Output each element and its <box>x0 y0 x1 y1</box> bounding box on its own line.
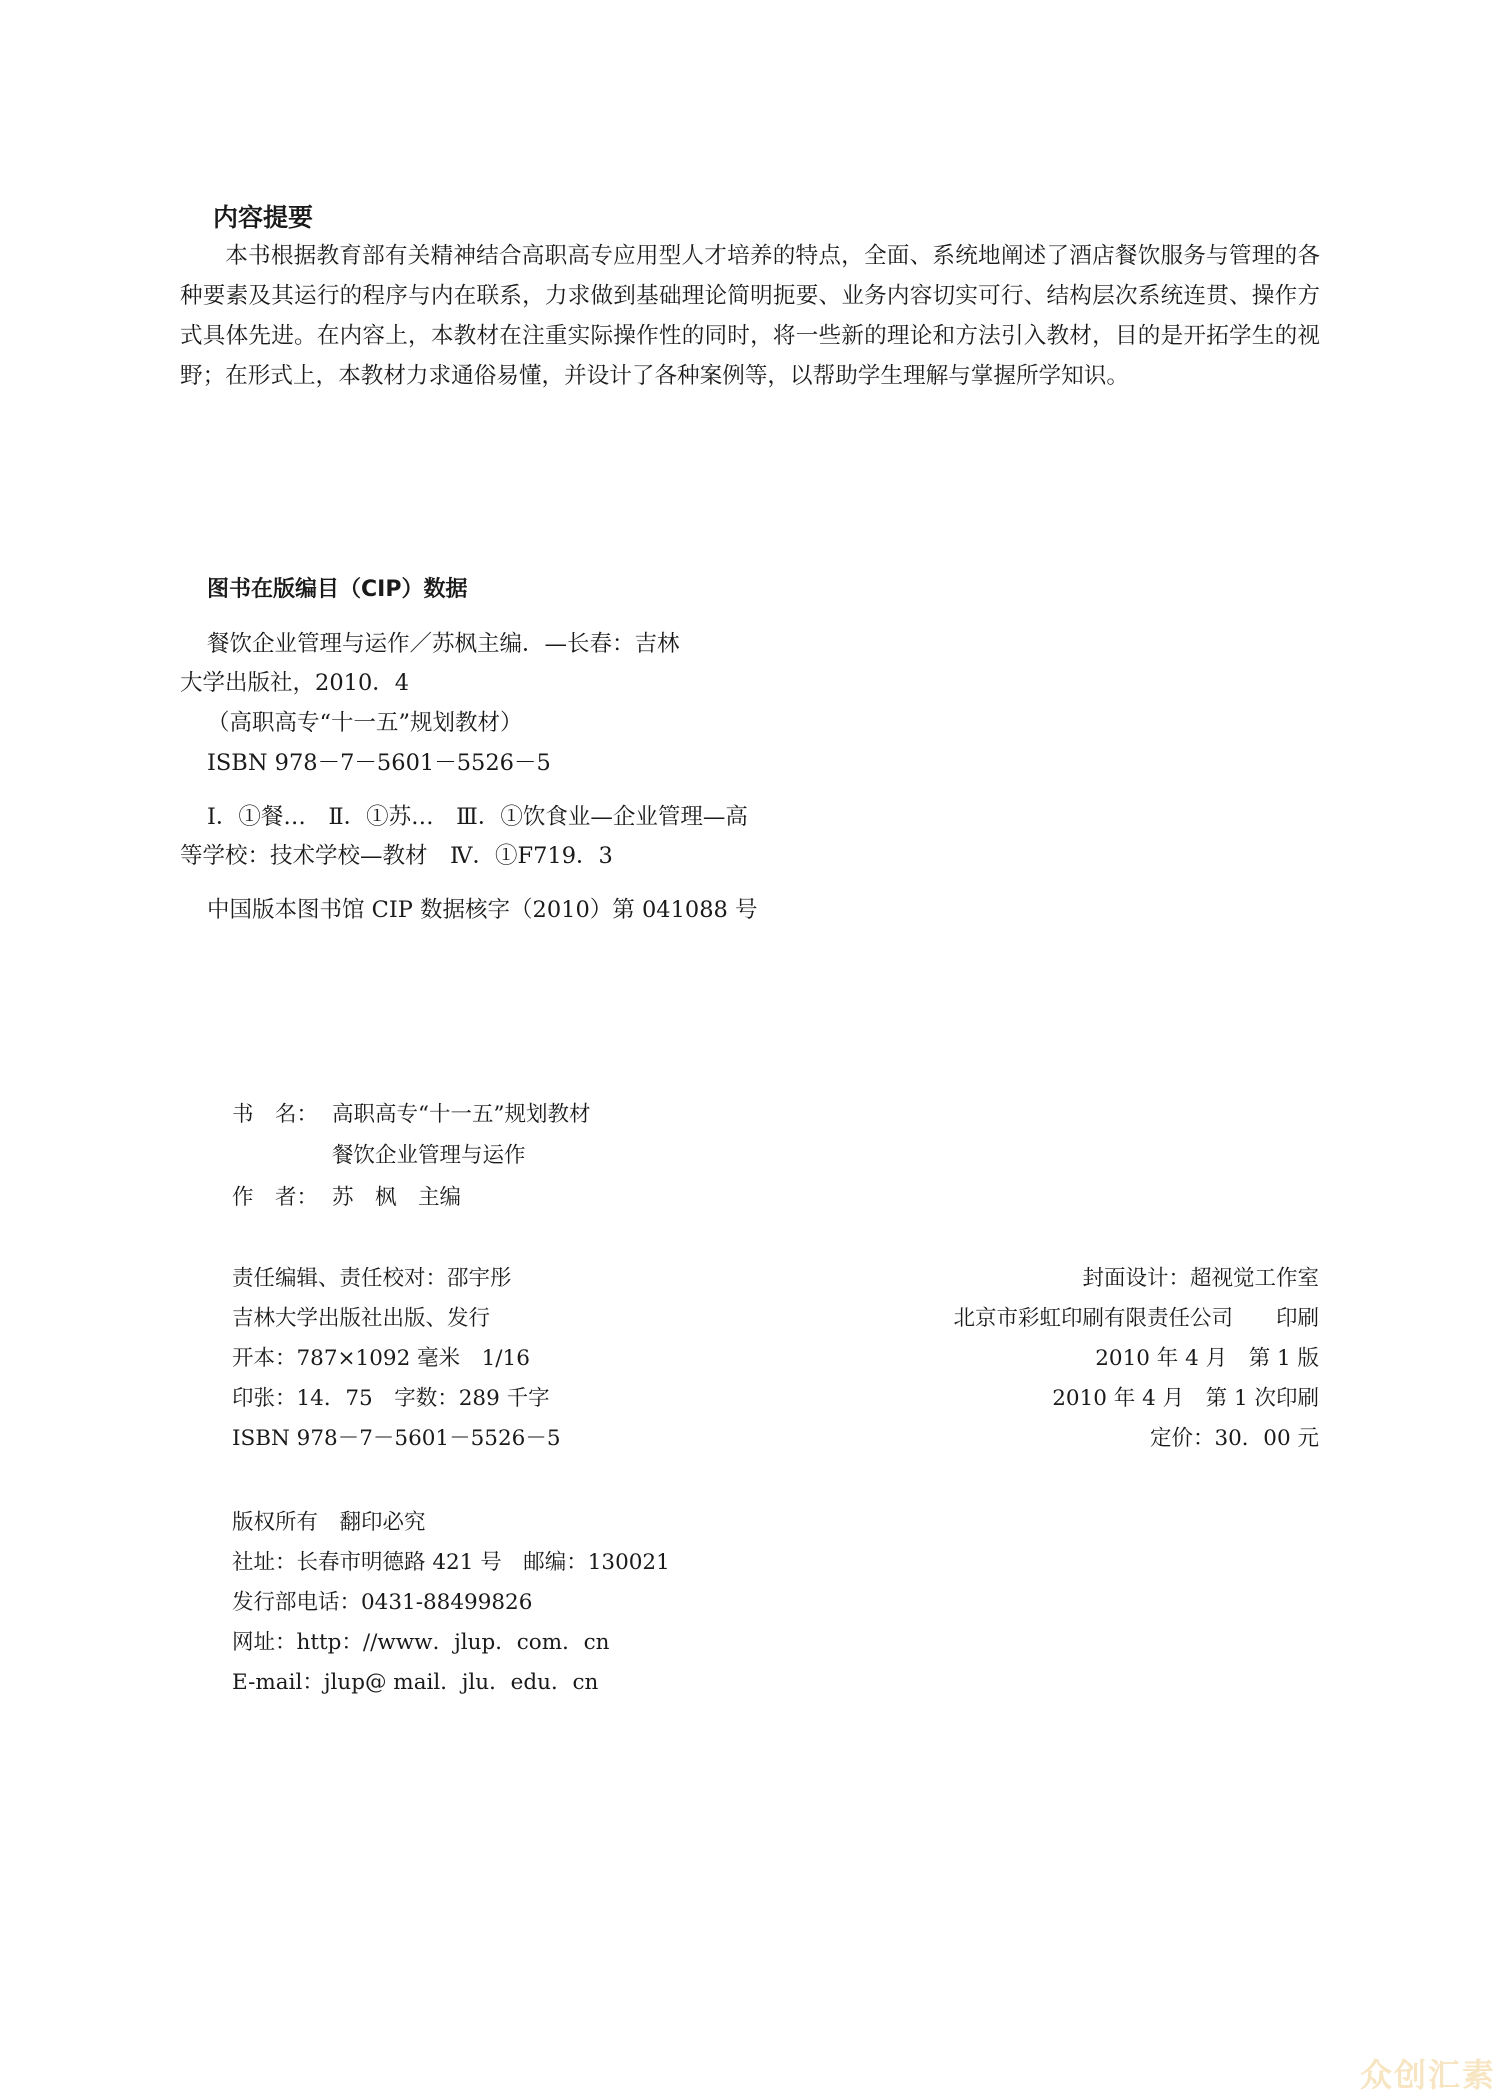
summary-body: 本书根据教育部有关精神结合高职高专应用型人才培养的特点，全面、系统地阐述了酒店餐饮服务与管理的各种要素及其运行的程序与内在联系，力求做到基础理论简明扼要、业务内容切实可行、结构层次系统连贯、操作方式具体先进。在内容上，本教材在注重实际操作性的同时，将一些新的理论和方法引入教材，目的是开拓学生的视野；在形式上，本教材力求通俗易懂，并设计了各种案例等，以帮助学生理解与掌握所学知识。 <box>180 243 1320 389</box>
sheets-info: 印张：14．75 字数：289 千字 <box>232 1386 550 1411</box>
book-title: 餐饮企业管理与运作 <box>332 1143 526 1168</box>
cip-title: 图书在版编目（CIP）数据 <box>207 577 468 602</box>
copyright-notice: 版权所有 翻印必究 <box>232 1510 426 1535</box>
price-info: 定价：30．00 元 <box>1149 1426 1319 1451</box>
editor-info: 责任编辑、责任校对：邵宇彤 <box>232 1266 512 1291</box>
printer-info: 北京市彩虹印刷有限责任公司 印刷 <box>953 1306 1319 1331</box>
cip-line: 大学出版社，2010．4 <box>180 670 410 696</box>
cip-line: 餐饮企业管理与运作／苏枫主编．—长春：吉林 <box>207 631 680 657</box>
cip-line: 等学校：技术学校—教材 Ⅳ．①F719．3 <box>180 843 613 869</box>
isbn-info: ISBN 978－7－5601－5526－5 <box>232 1426 561 1451</box>
publisher-info: 吉林大学出版社出版、发行 <box>232 1306 491 1331</box>
cip-line: Ⅰ．①餐… Ⅱ．①苏… Ⅲ．①饮食业—企业管理—高 <box>207 804 748 830</box>
address-info: 社址：长春市明德路 421 号 邮编：130021 <box>232 1550 670 1575</box>
website-info: 网址：http：//www．jlup．com．cn <box>232 1630 610 1655</box>
book-author-label: 作 者： <box>232 1185 319 1210</box>
format-info: 开本：787×1092 毫米 1/16 <box>232 1346 530 1371</box>
phone-info: 发行部电话：0431-88499826 <box>232 1590 533 1615</box>
book-name-label: 书 名： <box>232 1102 319 1127</box>
watermark-logo: 众创汇素 <box>1359 2056 1496 2094</box>
cip-line: （高职高专“十一五”规划教材） <box>207 710 523 736</box>
cip-line: 中国版本图书馆 CIP 数据核字（2010）第 041088 号 <box>207 897 758 923</box>
email-info: E-mail：jlup@ mail．jlu．edu．cn <box>232 1670 599 1695</box>
printing-info: 2010 年 4 月 第 1 次印刷 <box>1052 1386 1319 1411</box>
cover-design-info: 封面设计：超视觉工作室 <box>1082 1266 1319 1291</box>
book-author: 苏 枫 主编 <box>332 1185 462 1210</box>
cip-line: ISBN 978－7－5601－5526－5 <box>207 750 551 776</box>
edition-info: 2010 年 4 月 第 1 版 <box>1095 1346 1319 1371</box>
book-series: 高职高专“十一五”规划教材 <box>332 1102 591 1127</box>
summary-title: 内容提要 <box>213 203 314 232</box>
